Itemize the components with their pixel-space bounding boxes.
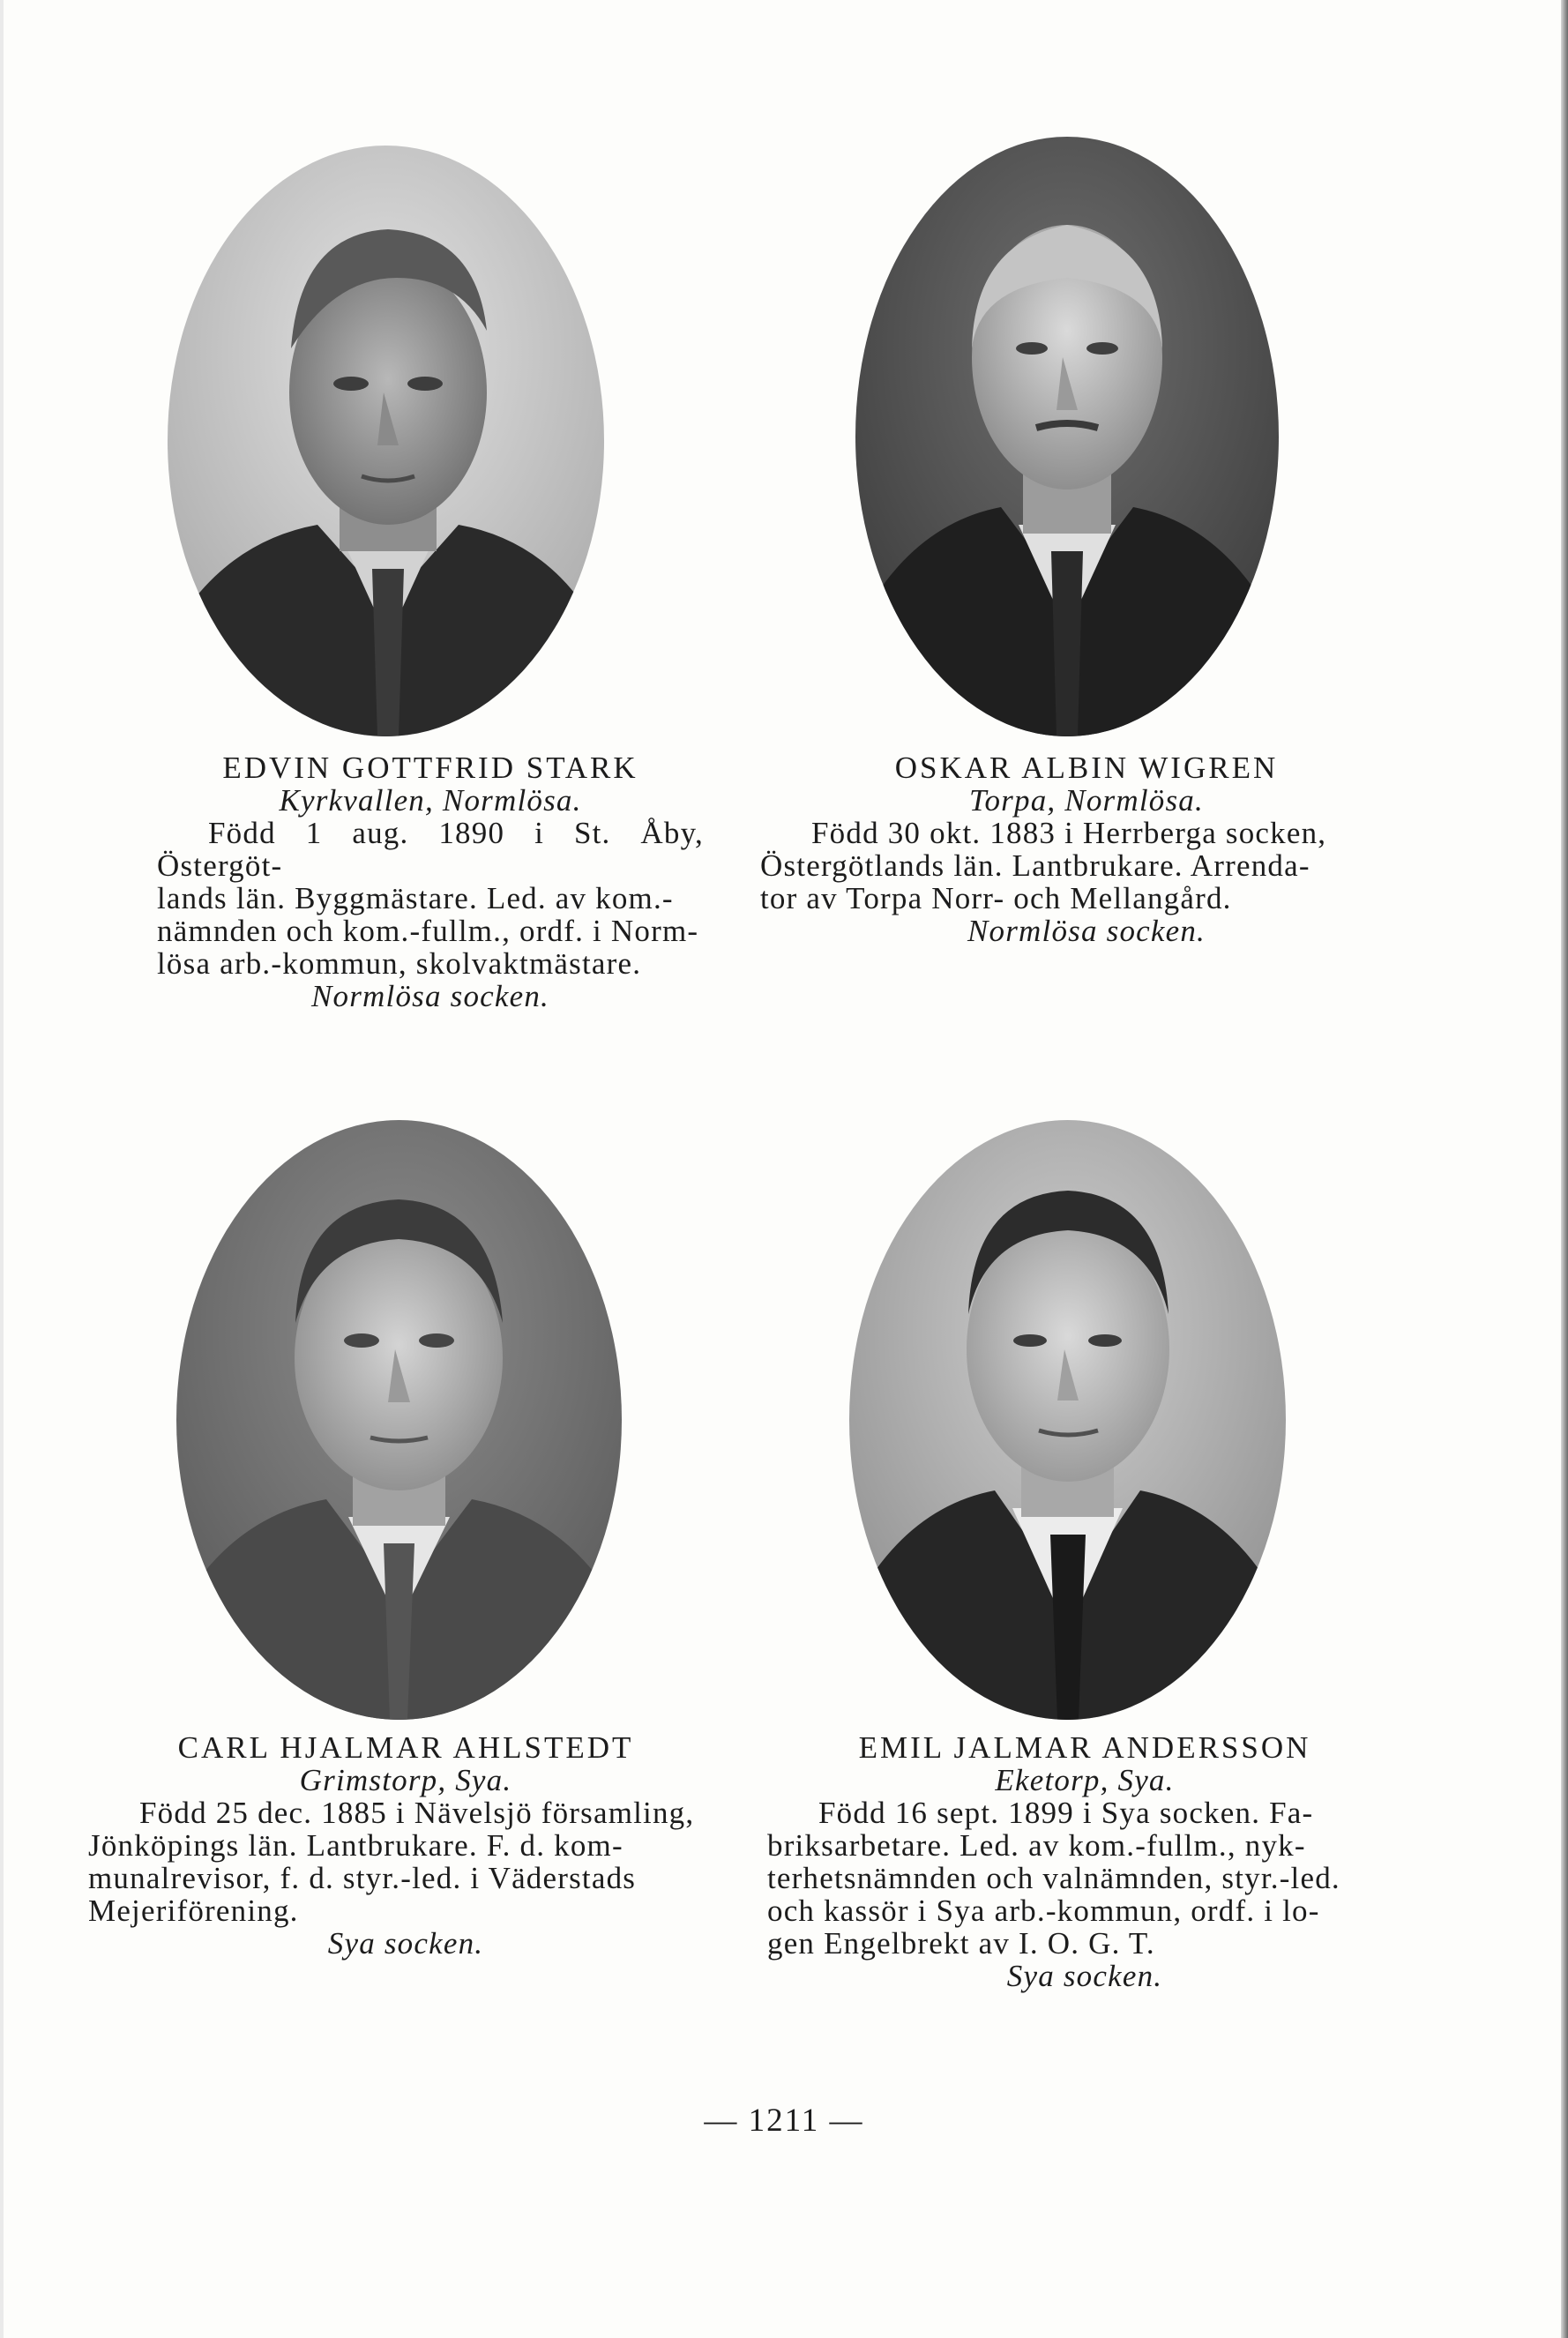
portrait-photo-edvin-stark xyxy=(168,146,604,736)
biography-entry-4 xyxy=(767,1731,1402,1992)
biography-line: nämnden och kom.-fullm., ordf. i Norm- xyxy=(157,914,699,948)
biography-line: Östergötlands län. Lantbrukare. Arrenda- xyxy=(760,848,1310,883)
biography-line: terhetsnämnden och valnämnden, styr.-led. xyxy=(767,1861,1340,1895)
biography-line: Född 25 dec. 1885 i Nävelsjö församling, xyxy=(139,1796,695,1830)
portrait-photo-oskar-wigren xyxy=(855,137,1279,736)
residence: Grimstorp, Sya. xyxy=(299,1763,512,1797)
biography-line: och kassör i Sya arb.-kommun, ordf. i lo- xyxy=(767,1894,1320,1928)
parish: Normlösa socken. xyxy=(310,979,549,1013)
biography-line: Mejeriförening. xyxy=(88,1894,299,1928)
biography-line: Född 30 okt. 1883 i Herrberga socken, xyxy=(811,816,1327,850)
person-name: CARL HJALMAR AHLSTEDT xyxy=(177,1730,634,1765)
parish: Sya socken. xyxy=(1006,1959,1163,1993)
person-name: EDVIN GOTTFRID STARK xyxy=(222,751,638,785)
biography-entry-2 xyxy=(760,751,1413,947)
residence: Kyrkvallen, Normlösa. xyxy=(279,783,582,818)
biography-line: lösa arb.-kommun, skolvaktmästare. xyxy=(157,946,642,981)
parish: Sya socken. xyxy=(327,1926,484,1961)
scan-left-edge xyxy=(0,0,4,2338)
biography-line: briksarbetare. Led. av kom.-fullm., nyk- xyxy=(767,1828,1306,1863)
scan-right-edge xyxy=(1561,0,1568,2338)
page-number: — 1211 — xyxy=(704,2103,864,2139)
biography-line: Född 1 aug. 1890 i St. Åby, Östergöt- xyxy=(157,816,704,883)
portrait-photo-carl-ahlstedt xyxy=(176,1120,622,1720)
biography-line: lands län. Byggmästare. Led. av kom.- xyxy=(157,881,674,915)
biography-line: Jönköpings län. Lantbrukare. F. d. kom- xyxy=(88,1828,623,1863)
residence: Torpa, Normlösa. xyxy=(969,783,1204,818)
biography-line: tor av Torpa Norr- och Mellangård. xyxy=(760,881,1232,915)
biography-line: munalrevisor, f. d. styr.-led. i Väderstads xyxy=(88,1861,637,1895)
biography-line: Född 16 sept. 1899 i Sya socken. Fa- xyxy=(818,1796,1314,1830)
parish: Normlösa socken. xyxy=(967,914,1206,948)
biography-entry-1 xyxy=(157,751,704,1012)
portrait-photo-emil-andersson xyxy=(849,1120,1286,1720)
person-name: OSKAR ALBIN WIGREN xyxy=(894,751,1279,785)
biography-line: gen Engelbrekt av I. O. G. T. xyxy=(767,1926,1155,1961)
biography-entry-3 xyxy=(88,1731,723,1960)
person-name: EMIL JALMAR ANDERSSON xyxy=(858,1730,1311,1765)
residence: Eketorp, Sya. xyxy=(995,1763,1175,1797)
